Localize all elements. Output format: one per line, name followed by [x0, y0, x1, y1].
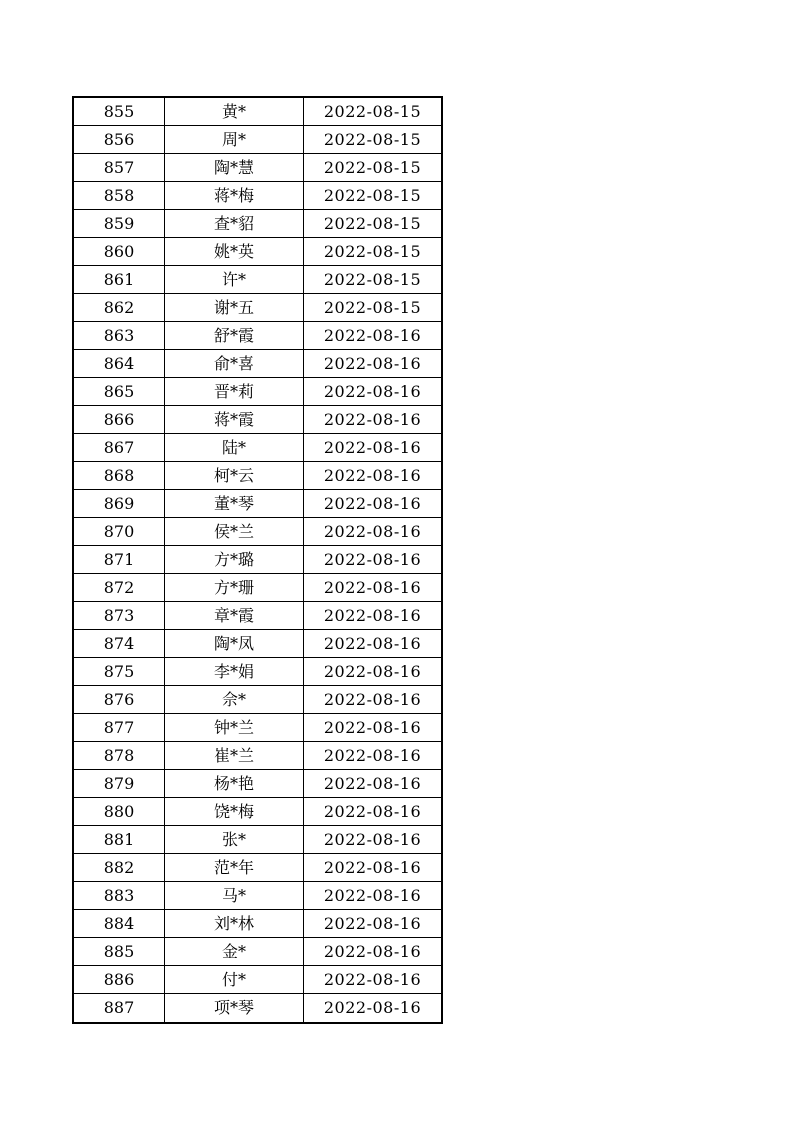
table-row [73, 210, 442, 238]
table-row [73, 798, 442, 826]
masked-name-cell: 俞*喜 [165, 350, 304, 378]
table-row [73, 910, 442, 938]
serial-number-cell: 878 [73, 742, 165, 770]
table-row [73, 238, 442, 266]
serial-number-cell: 873 [73, 602, 165, 630]
table-row [73, 602, 442, 630]
serial-number-cell: 880 [73, 798, 165, 826]
date-cell: 2022-08-16 [304, 798, 443, 826]
masked-name-cell: 崔*兰 [165, 742, 304, 770]
date-cell: 2022-08-16 [304, 406, 443, 434]
masked-name-cell: 查*貂 [165, 210, 304, 238]
serial-number-cell: 875 [73, 658, 165, 686]
masked-name-cell: 金* [165, 938, 304, 966]
serial-number-cell: 862 [73, 294, 165, 322]
table-row [73, 658, 442, 686]
date-cell: 2022-08-15 [304, 294, 443, 322]
masked-name-cell: 许* [165, 266, 304, 294]
date-cell: 2022-08-16 [304, 574, 443, 602]
table-row [73, 97, 442, 126]
serial-number-cell: 869 [73, 490, 165, 518]
table-row [73, 406, 442, 434]
table-row [73, 378, 442, 406]
table-row [73, 518, 442, 546]
serial-number-cell: 881 [73, 826, 165, 854]
date-cell: 2022-08-15 [304, 182, 443, 210]
table-row [73, 854, 442, 882]
table-row [73, 434, 442, 462]
masked-name-cell: 项*琴 [165, 994, 304, 1023]
serial-number-cell: 861 [73, 266, 165, 294]
serial-number-cell: 871 [73, 546, 165, 574]
masked-name-cell: 姚*英 [165, 238, 304, 266]
date-cell: 2022-08-16 [304, 434, 443, 462]
serial-number-cell: 860 [73, 238, 165, 266]
date-cell: 2022-08-16 [304, 826, 443, 854]
serial-number-cell: 863 [73, 322, 165, 350]
masked-name-cell: 舒*霞 [165, 322, 304, 350]
date-cell: 2022-08-16 [304, 854, 443, 882]
table-row [73, 182, 442, 210]
serial-number-cell: 856 [73, 126, 165, 154]
masked-name-cell: 蒋*霞 [165, 406, 304, 434]
serial-number-cell: 874 [73, 630, 165, 658]
serial-number-cell: 876 [73, 686, 165, 714]
masked-name-cell: 晋*莉 [165, 378, 304, 406]
date-cell: 2022-08-15 [304, 210, 443, 238]
serial-number-cell: 887 [73, 994, 165, 1023]
serial-number-cell: 872 [73, 574, 165, 602]
masked-name-cell: 杨*艳 [165, 770, 304, 798]
date-cell: 2022-08-16 [304, 322, 443, 350]
serial-number-cell: 877 [73, 714, 165, 742]
serial-number-cell: 882 [73, 854, 165, 882]
roster-table-body [73, 97, 442, 1023]
table-row [73, 630, 442, 658]
serial-number-cell: 857 [73, 154, 165, 182]
masked-name-cell: 侯*兰 [165, 518, 304, 546]
date-cell: 2022-08-16 [304, 658, 443, 686]
date-cell: 2022-08-16 [304, 966, 443, 994]
table-row [73, 322, 442, 350]
masked-name-cell: 柯*云 [165, 462, 304, 490]
serial-number-cell: 858 [73, 182, 165, 210]
masked-name-cell: 蒋*梅 [165, 182, 304, 210]
masked-name-cell: 付* [165, 966, 304, 994]
date-cell: 2022-08-16 [304, 546, 443, 574]
serial-number-cell: 855 [73, 97, 165, 126]
table-row [73, 350, 442, 378]
masked-name-cell: 刘*林 [165, 910, 304, 938]
date-cell: 2022-08-16 [304, 490, 443, 518]
date-cell: 2022-08-16 [304, 742, 443, 770]
serial-number-cell: 885 [73, 938, 165, 966]
serial-number-cell: 886 [73, 966, 165, 994]
date-cell: 2022-08-16 [304, 882, 443, 910]
date-cell: 2022-08-16 [304, 938, 443, 966]
masked-name-cell: 谢*五 [165, 294, 304, 322]
masked-name-cell: 饶*梅 [165, 798, 304, 826]
masked-name-cell: 佘* [165, 686, 304, 714]
masked-name-cell: 黄* [165, 97, 304, 126]
serial-number-cell: 867 [73, 434, 165, 462]
masked-name-cell: 陶*慧 [165, 154, 304, 182]
serial-number-cell: 884 [73, 910, 165, 938]
table-row [73, 770, 442, 798]
table-row [73, 742, 442, 770]
serial-number-cell: 865 [73, 378, 165, 406]
date-cell: 2022-08-16 [304, 378, 443, 406]
serial-number-cell: 866 [73, 406, 165, 434]
table-row [73, 546, 442, 574]
masked-name-cell: 范*年 [165, 854, 304, 882]
date-cell: 2022-08-16 [304, 602, 443, 630]
date-cell: 2022-08-16 [304, 714, 443, 742]
masked-name-cell: 周* [165, 126, 304, 154]
masked-name-cell: 陆* [165, 434, 304, 462]
table-row [73, 714, 442, 742]
table-row [73, 966, 442, 994]
masked-name-cell: 张* [165, 826, 304, 854]
table-row [73, 462, 442, 490]
date-cell: 2022-08-16 [304, 462, 443, 490]
date-cell: 2022-08-16 [304, 350, 443, 378]
serial-number-cell: 868 [73, 462, 165, 490]
date-cell: 2022-08-16 [304, 686, 443, 714]
masked-name-cell: 董*琴 [165, 490, 304, 518]
date-cell: 2022-08-15 [304, 238, 443, 266]
serial-number-cell: 879 [73, 770, 165, 798]
serial-number-cell: 883 [73, 882, 165, 910]
masked-name-cell: 方*璐 [165, 546, 304, 574]
date-cell: 2022-08-15 [304, 126, 443, 154]
masked-name-cell: 李*娟 [165, 658, 304, 686]
table-row [73, 826, 442, 854]
date-cell: 2022-08-16 [304, 518, 443, 546]
table-row [73, 994, 442, 1023]
table-row [73, 686, 442, 714]
masked-name-cell: 章*霞 [165, 602, 304, 630]
roster-table [72, 96, 443, 1024]
date-cell: 2022-08-16 [304, 630, 443, 658]
masked-name-cell: 方*珊 [165, 574, 304, 602]
table-row [73, 490, 442, 518]
masked-name-cell: 马* [165, 882, 304, 910]
table-row [73, 126, 442, 154]
date-cell: 2022-08-16 [304, 910, 443, 938]
table-row [73, 266, 442, 294]
date-cell: 2022-08-16 [304, 994, 443, 1023]
table-row [73, 882, 442, 910]
serial-number-cell: 870 [73, 518, 165, 546]
table-row [73, 574, 442, 602]
date-cell: 2022-08-15 [304, 154, 443, 182]
date-cell: 2022-08-16 [304, 770, 443, 798]
masked-name-cell: 钟*兰 [165, 714, 304, 742]
serial-number-cell: 859 [73, 210, 165, 238]
masked-name-cell: 陶*凤 [165, 630, 304, 658]
table-row [73, 154, 442, 182]
date-cell: 2022-08-15 [304, 266, 443, 294]
serial-number-cell: 864 [73, 350, 165, 378]
date-cell: 2022-08-15 [304, 97, 443, 126]
table-row [73, 938, 442, 966]
table-row [73, 294, 442, 322]
